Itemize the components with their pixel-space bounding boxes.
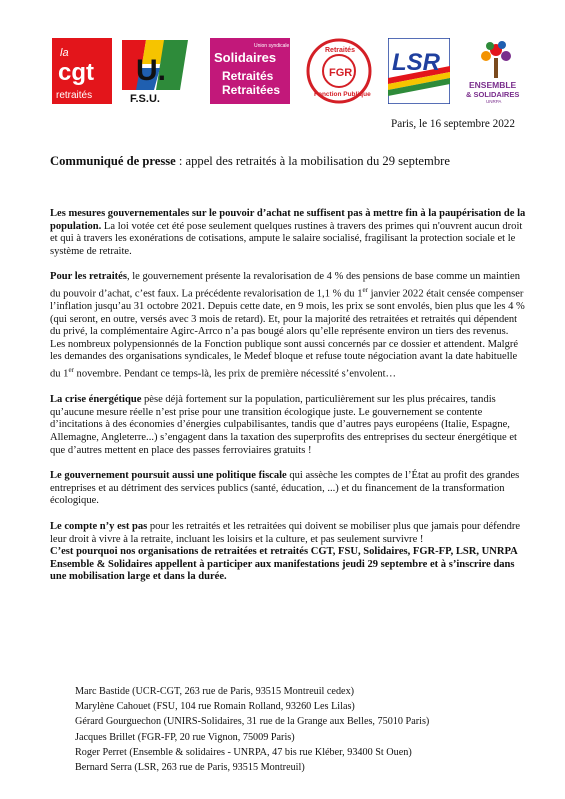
svg-text:U.: U. xyxy=(136,54,166,87)
paragraph-appel xyxy=(50,546,526,584)
superscript: er xyxy=(68,366,74,375)
svg-text:Fonction Publique: Fonction Publique xyxy=(314,91,371,98)
paragraph-pouvoir-achat xyxy=(50,208,526,258)
paragraph-crise-energetique xyxy=(50,394,526,457)
signature: Roger Perret (Ensemble & solidaires - UNRPA, 47 bis rue Kléber, 93400 St Ouen) xyxy=(75,746,412,758)
headline-label: Communiqué de presse xyxy=(50,154,176,168)
paragraph-text: La loi votée cet été pose seulement quelques rustines à travers des primes qui n'ouvrent aucun droit et qui à travers les exonérations de cotisations, ampute le salaire socialisé, fragilisant la protection sociale et le système de retraite. xyxy=(50,220,523,257)
headline-text: : appel des retraités à la mobilisation du 29 septembre xyxy=(175,154,450,168)
signature: Marylène Cahouet (FSU, 104 rue Romain Rolland, 93260 Les Lilas) xyxy=(75,701,355,713)
paragraph-lead: Le compte n’y est pas xyxy=(50,520,148,532)
signature: Gérard Gourguechon (UNIRS-Solidaires, 31 rue de la Grange aux Belles, 75010 Paris) xyxy=(75,716,430,728)
svg-text:ENSEMBLE: ENSEMBLE xyxy=(469,80,517,90)
document-body xyxy=(50,208,526,584)
paragraph-compte xyxy=(50,521,526,546)
svg-text:Union syndicale: Union syndicale xyxy=(254,43,290,49)
paragraph-lead: La crise énergétique xyxy=(50,394,142,406)
svg-text:retraités: retraités xyxy=(56,90,93,101)
paragraph-lead: Le gouvernement poursuit aussi une politique fiscale xyxy=(50,470,287,482)
svg-text:FGR: FGR xyxy=(329,67,353,79)
superscript: er xyxy=(362,285,368,294)
paragraph-text: pèse déjà fortement sur la population, particulièrement sur les plus précaires, tandis qu’aucune mesure réelle n’est prise pour une transition écologique juste. Le gouvernement se contente d’incitations à des économies d’énergies culpabilisantes, tandis que d’autres pays européens (Italie, Espagne, Allemagne, Angleterre...) s’engagent dans la taxation des superprofits des entreprises du secteur énergétique et que d’autres mettent en place des passes ferroviaires gratuits ! xyxy=(50,394,517,456)
paragraph-lead: Pour les retraités xyxy=(50,271,127,283)
date-line: Paris, le 16 septembre 2022 xyxy=(391,118,515,130)
svg-text:UNRPA: UNRPA xyxy=(486,99,502,104)
paragraph-text: janvier 2022 était censée compenser l’inflation jusqu’au 31 octobre 2021. Depuis cette date, en 9 mois, les prix se sont envolés, bien plus que les 4 % (qui seront, en outre, versés avec 3 mois de retard). Et, pour la majorité des retraitées et retraités qui dépendent du privé, la complémentaire Agirc-Arrco n’a pas bougé alors qu’elle représente environ un tiers des revenus. Les nombreux polypensionnés de la Fonction publique sont aussi concernés par ce dossier et attendent. Malgré les demandes des organisations syndicales, le Medef bloque et refuse toute négociation avant la date habituelle du 1 xyxy=(50,288,525,380)
paragraph-text: qui assèche les comptes de l’État au profit des grandes entreprises et au détriment des services publics (santé, éducation, ...) et du financement de la transformation écologique. xyxy=(50,470,520,507)
solidaires-retraites-logo xyxy=(210,38,290,104)
paragraph-politique-fiscale xyxy=(50,470,526,508)
lsr-logo xyxy=(388,38,450,104)
svg-text:Retraités: Retraités xyxy=(325,47,355,54)
svg-text:F.S.U.: F.S.U. xyxy=(130,93,160,104)
paragraph-lead: Les mesures gouvernementales sur le pouvoir d’achat ne suffisent pas à mettre fin à la paupérisation de la population. xyxy=(50,208,526,232)
signature: Jacques Brillet (FGR-FP, 20 rue Vignon, 75009 Paris) xyxy=(75,731,295,743)
paragraph-text: pour les retraités et les retraitées qui doivent se mobiliser plus que jamais pour défendre leur droit à vivre à la retraite, incluant les loisirs et la culture, et pas seulement survivre ! xyxy=(50,520,521,545)
svg-text:cgt: cgt xyxy=(58,59,94,86)
signature: Marc Bastide (UCR-CGT, 263 rue de Paris, 93515 Montreuil cedex) xyxy=(75,686,355,697)
paragraph-text: , le gouvernement présente la revalorisation de 4 % des pensions de base comme un maintien du pouvoir d’achat, c’est faux. La précédente revalorisation de 1,1 % du 1 xyxy=(50,271,520,300)
headline xyxy=(50,154,520,169)
cgt-retraites-logo xyxy=(52,38,112,104)
call-to-action: C’est pourquoi nos organisations de retraitées et retraités CGT, FSU, Solidaires, FGR-FP, LSR, UNRPA Ensemble & Solidaires appellent à participer aux manifestations jeudi 29 septembre et à s’inscrire dans une mobilisation large et dans la durée. xyxy=(50,546,518,583)
fgr-fp-logo xyxy=(305,38,373,104)
svg-text:& SOLIDAIRES: & SOLIDAIRES xyxy=(466,90,520,99)
ensemble-solidaires-logo xyxy=(462,38,530,104)
svg-text:la: la xyxy=(60,47,69,59)
paragraph-text: novembre. Pendant ce temps-là, les prix de première nécessité s’envolent… xyxy=(73,368,397,380)
signature: Bernard Serra (LSR, 263 rue de Paris, 93515 Montreuil) xyxy=(75,762,305,774)
svg-text:Retraités: Retraités xyxy=(222,69,274,83)
svg-text:Retraitées: Retraitées xyxy=(222,83,281,97)
logo-strip xyxy=(50,38,530,110)
svg-text:LSR: LSR xyxy=(392,49,440,76)
svg-text:Solidaires: Solidaires xyxy=(214,50,277,65)
signatures-list xyxy=(75,684,535,775)
paragraph-retraites xyxy=(50,271,526,381)
fsu-logo xyxy=(120,38,190,104)
